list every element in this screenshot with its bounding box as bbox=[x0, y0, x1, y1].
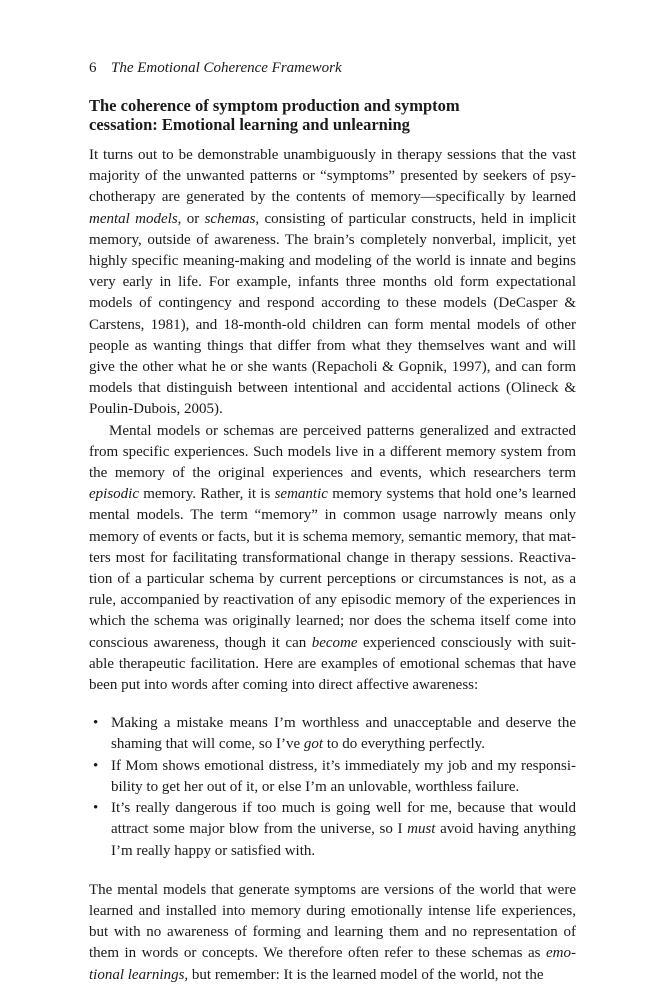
paragraph-2-italic-1: episodic bbox=[89, 486, 139, 503]
list-item-text-2: avoid having anything I’m really happy or satisfied with. bbox=[111, 821, 576, 859]
paragraph-3-italic-1: emotional learnings bbox=[89, 945, 576, 983]
paragraph-3 bbox=[89, 880, 576, 986]
section-title bbox=[89, 96, 576, 134]
list-item-text-1: Making a mistake means I’m worthless and unacceptable and deserve the shaming that will come, so I’ve bbox=[111, 715, 576, 753]
paragraph-1-italic-1: mental models bbox=[89, 210, 178, 227]
list-item bbox=[89, 756, 576, 798]
book-page bbox=[89, 58, 576, 986]
list-item-text-1: It’s really dangerous if too much is going well for me, because that would attract some major blow from the universe, so I bbox=[111, 800, 576, 838]
page-number: 6 bbox=[89, 60, 97, 76]
bullet-icon: • bbox=[93, 715, 99, 732]
book-title: The Emotional Coherence Framework bbox=[111, 60, 342, 76]
paragraph-1-text-1: It turns out to be demonstrable unambiguously in therapy sessions that the vast majority of the unwanted patterns or “symptoms” presented by seekers of psychotherapy are generated by the contents of memory—specifically by learned bbox=[89, 147, 576, 206]
list-item bbox=[89, 798, 576, 862]
paragraph-2-italic-2: semantic bbox=[274, 486, 328, 503]
list-item bbox=[89, 713, 576, 755]
running-head bbox=[89, 58, 576, 78]
paragraph-2-italic-3: become bbox=[311, 634, 358, 651]
paragraph-2 bbox=[89, 421, 576, 697]
paragraph-1 bbox=[89, 145, 576, 421]
bullet-icon: • bbox=[93, 800, 99, 817]
paragraph-1-text-2: , or bbox=[177, 210, 205, 227]
section-title-line-1: The coherence of symptom production and symptom bbox=[89, 96, 460, 115]
paragraph-2-text-2: memory. Rather, it is bbox=[139, 486, 275, 503]
paragraph-2-text-1: Mental models or schemas are perceived patterns generalized and extracted from specific experiences. Such models live in a different memory system from the memory of the original experiences and events, which researchers term bbox=[89, 422, 576, 482]
list-item-text-1: If Mom shows emotional distress, it’s immediately my job and my responsibility to get her out of it, or else I’m an unlovable, worthless failure. bbox=[111, 757, 576, 795]
paragraph-2-text-3: memory systems that hold one’s learned mental models. The term “memory” in common usage narrowly means only memory of events or facts, but it is schema memory, semantic memory, that matters most for facilitating transformational change in therapy sessions. Reactivation of a particular schema by current perceptions or circumstances is not, as a rule, accompanied by reactivation of any episodic memory of the experiences in which the schema was originally learned; nor does the schema itself come into conscious awareness, though it can bbox=[89, 486, 576, 651]
list-item-italic: got bbox=[303, 736, 324, 753]
paragraph-3-text-2: , but remember: It is the learned model of the world, not the bbox=[184, 966, 544, 983]
paragraph-1-italic-2: schemas bbox=[204, 210, 256, 227]
bullet-icon: • bbox=[93, 757, 99, 774]
section-title-line-2: cessation: Emotional learning and unlearning bbox=[89, 115, 410, 134]
paragraph-1-text-3: , consisting of particular constructs, held in implicit memory, outside of awareness. The brain’s completely nonverbal, implicit, yet highly specific meaning-making and modeling of the world is innate and begins very early in life. For example, infants three months old form expectational models of contingency and respond according to these models (DeCasper & Carstens, 1981), and 18-month-old children can form mental models of other people as wanting things that differ from what they themselves want and will give the other what he or she wants (Repacholi & Gopnik, 1997), and can form models that distinguish between intentional and accidental actions (Olineck & Poulin-Dubois, 2005). bbox=[89, 210, 576, 418]
list-item-italic: must bbox=[407, 821, 436, 838]
paragraph-2-text-4: experienced consciously with suitable therapeutic facilitation. Here are examples of emotional schemas that have been put into words after coming into direct affective awareness: bbox=[89, 634, 576, 694]
paragraph-3-text-1: The mental models that generate symptoms are versions of the world that were learned and installed into memory during emotionally intense life experiences, but with no awareness of forming and learning them and no representation of them in words or concepts. We therefore often refer to these schemas as bbox=[89, 881, 576, 962]
schema-examples-list bbox=[89, 713, 576, 861]
list-item-text-2: to do everything perfectly. bbox=[323, 736, 485, 753]
